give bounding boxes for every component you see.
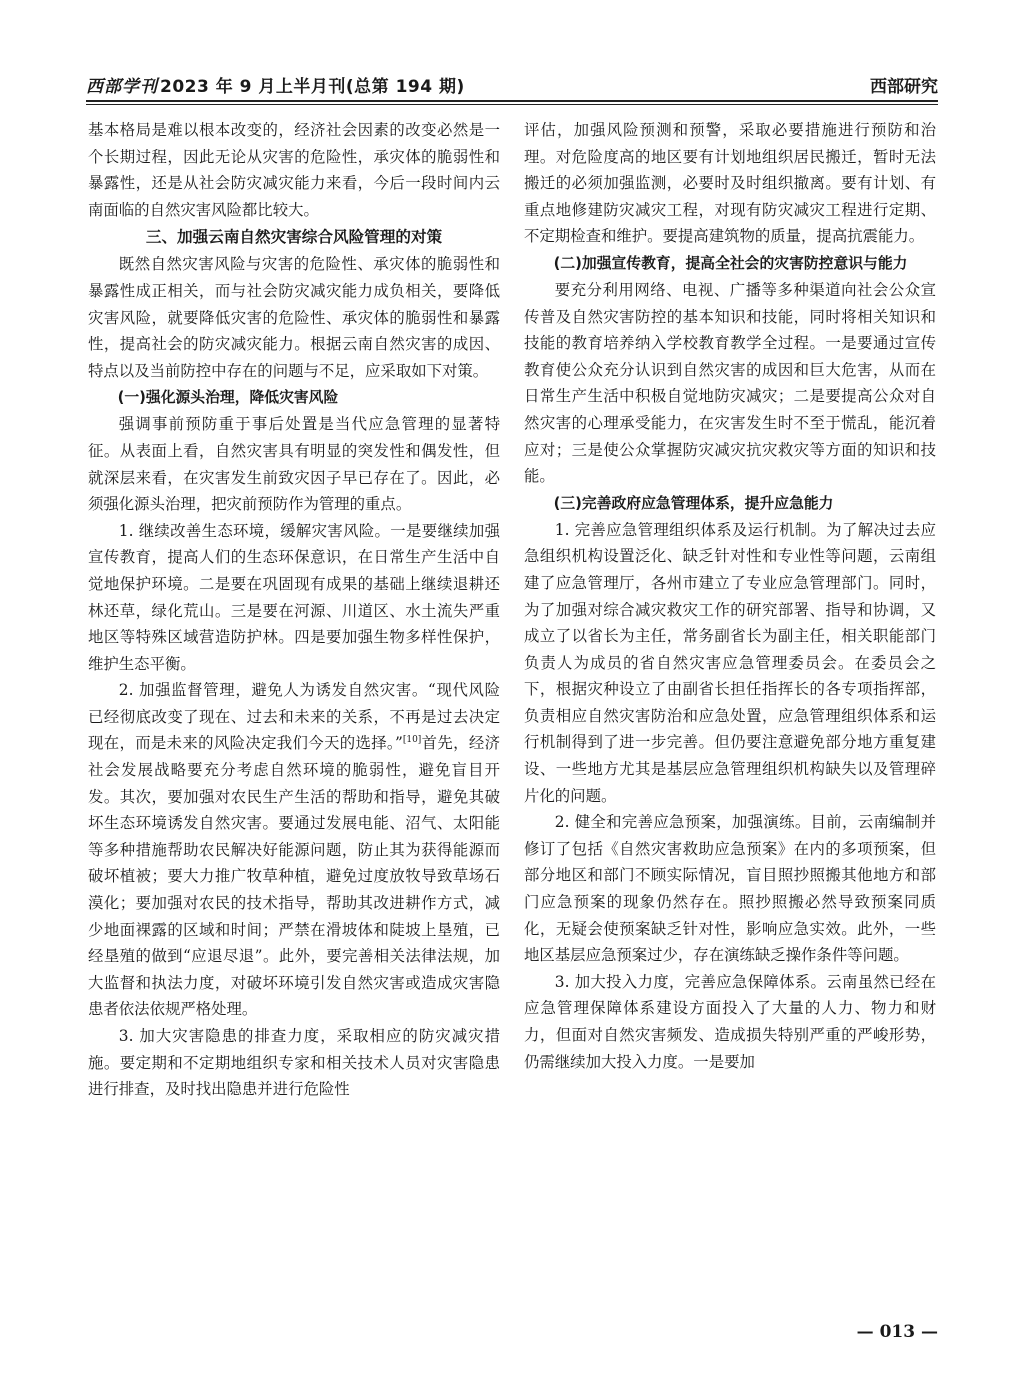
paragraph: 评估，加强风险预测和预警，采取必要措施进行预防和治理。对危险度高的地区要有计划地组织居民搬迁，暂时无法搬迁的必须加强监测，必要时及时组织撤离。要有计划、有重点地修建防灾减灾工程，对现有防灾减灾工程进行定期、不定期检查和维护。要提高建筑物的质量，提高抗震能力。 bbox=[524, 121, 936, 246]
subsection-heading: (一)强化源头治理，降低灾害风险 bbox=[117, 389, 339, 407]
paragraph: 要充分利用网络、电视、广播等多种渠道向社会公众宣传普及自然灾害防控的基本知识和技能，同时将相关知识和技能的教育培养纳入学校教育教学全过程。一是要通过宣传教育使公众充分认识到自然灾害的成因和巨大危害，从而在日常生产生活中积极自觉地防灾减灾；二是要提高公众对自然灾害的心理承受能力，在灾害发生时不至于慌乱，能沉着应对；三是使公众掌握防灾减灾抗灾救灾等方面的知识和技能。 bbox=[524, 280, 936, 486]
paragraph-text: 2. 加强监督管理，避免人为诱发自然灾害。“现代风险已经彻底改变了现在、过去和未来的关系，不再是过去决定现在，而是未来的风险决定我们今天的选择。” bbox=[88, 681, 500, 753]
paragraph-with-citation bbox=[88, 677, 500, 1023]
paragraph: 强调事前预防重于事后处置是当代应急管理的显著特征。从表面上看，自然灾害具有明显的突发性和偶发性，但就深层来看，在灾害发生前致灾因子早已存在了。因此，必须强化源头治理，把灾前预防作为管理的重点。 bbox=[88, 415, 500, 514]
paragraph: 1. 完善应急管理组织体系及运行机制。为了解决过去应急组织机构设置泛化、缺乏针对性和专业性等问题，云南组建了应急管理厅，各州市建立了专业应急管理部门。同时，为了加强对综合减灾救灾工作的研究部署、指导和协调，又成立了以省长为主任，常务副省长为副主任，相关职能部门负责人为成员的省自然灾害应急管理委员会。在委员会之下，根据灾种设立了由副省长担任指挥长的各专项指挥部，负责相应自然灾害防治和应急处置，应急管理组织体系和运行机制得到了进一步完善。但仍要注意避免部分地方重复建设、一些地方尤其是基层应急管理组织机构缺失以及管理碎片化的问题。 bbox=[524, 520, 936, 805]
right-column bbox=[524, 117, 936, 1075]
running-header bbox=[86, 70, 938, 100]
header-rule-thin bbox=[86, 104, 938, 105]
subsection-heading: (二)加强宣传教育，提高全社会的灾害防控意识与能力 bbox=[553, 254, 908, 272]
paragraph: 3. 加大投入力度，完善应急保障体系。云南虽然已经在应急管理保障体系建设方面投入了大量的人力、物力和财力，但面对自然灾害频发、造成损失特别严重的严峻形势，仍需继续加大投入力度。一是要加 bbox=[524, 972, 936, 1071]
page-number: — 013 — bbox=[856, 1322, 938, 1342]
issue-info: 2023 年 9 月上半月刊(总第 194 期) bbox=[160, 77, 465, 97]
journal-issue-line bbox=[86, 72, 465, 97]
paragraph: 2. 健全和完善应急预案，加强演练。目前，云南编制并修订了包括《自然灾害救助应急预案》在内的多项预案，但部分地区和部门不顾实际情况，盲目照抄照搬其他地方和部门应急预案的现象仍然存在。照抄照搬必然导致预案同质化，无疑会使预案缺乏针对性，影响应急实效。此外，一些地区基层应急预案过少，存在演练缺乏操作条件等问题。 bbox=[524, 813, 936, 965]
paragraph: 基本格局是难以根本改变的，经济社会因素的改变必然是一个长期过程，因此无论从灾害的危险性，承灾体的脆弱性和暴露性，还是从社会防灾减灾能力来看，今后一段时间内云南面临的自然灾害风险都比较大。 bbox=[88, 121, 500, 219]
paragraph: 3. 加大灾害隐患的排查力度，采取相应的防灾减灾措施。要定期和不定期地组织专家和相关技术人员对灾害隐患进行排查，及时找出隐患并进行危险性 bbox=[88, 1027, 500, 1099]
paragraph: 1. 继续改善生态环境，缓解灾害风险。一是要继续加强宣传教育，提高人们的生态环保意识，在日常生产生活中自觉地保护环境。二是要在巩固现有成果的基础上继续退耕还林还草，绿化荒山。三是要在河源、川道区、水土流失严重地区等特殊区域营造防护林。四是要加强生物多样性保护，维护生态平衡。 bbox=[88, 521, 500, 673]
header-rule bbox=[86, 100, 938, 102]
section-heading: 三、加强云南自然灾害综合风险管理的对策 bbox=[145, 228, 443, 247]
paragraph: 既然自然灾害风险与灾害的危险性、承灾体的脆弱性和暴露性成正相关，而与社会防灾减灾能力成负相关，要降低灾害风险，就要降低灾害的危险性、承灾体的脆弱性和暴露性，提高社会的防灾减灾能力。根据云南自然灾害的成因、特点以及当前防控中存在的问题与不足，应采取如下对策。 bbox=[88, 255, 500, 380]
subsection-heading: (三)完善政府应急管理体系，提升应急能力 bbox=[553, 494, 834, 512]
citation-ref: [10] bbox=[402, 735, 422, 746]
journal-logo: 西部学刊 bbox=[86, 77, 158, 97]
paragraph-text: 首先，经济社会发展战略要充分考虑自然环境的脆弱性，避免盲目开发。其次，要加强对农民生产生活的帮助和指导，避免其破坏生态环境诱发自然灾害。要通过发展电能、沼气、太阳能等多种措施帮助农民解决好能源问题，防止其为获得能源而破坏植被；要大力推广牧草种植，避免过度放牧导致草场石漠化；要加强对农民的技术指导，帮助其改进耕作方式，减少地面裸露的区域和时间；严禁在滑坡体和陡坡上垦殖，已经垦殖的做到“应退尽退”。此外，要完善相关法律法规，加大监督和执法力度，对破坏环境引发自然灾害或造成灾害隐患者依法依规严格处理。 bbox=[88, 734, 500, 1019]
section-name: 西部研究 bbox=[870, 77, 938, 97]
left-column bbox=[88, 117, 500, 1103]
